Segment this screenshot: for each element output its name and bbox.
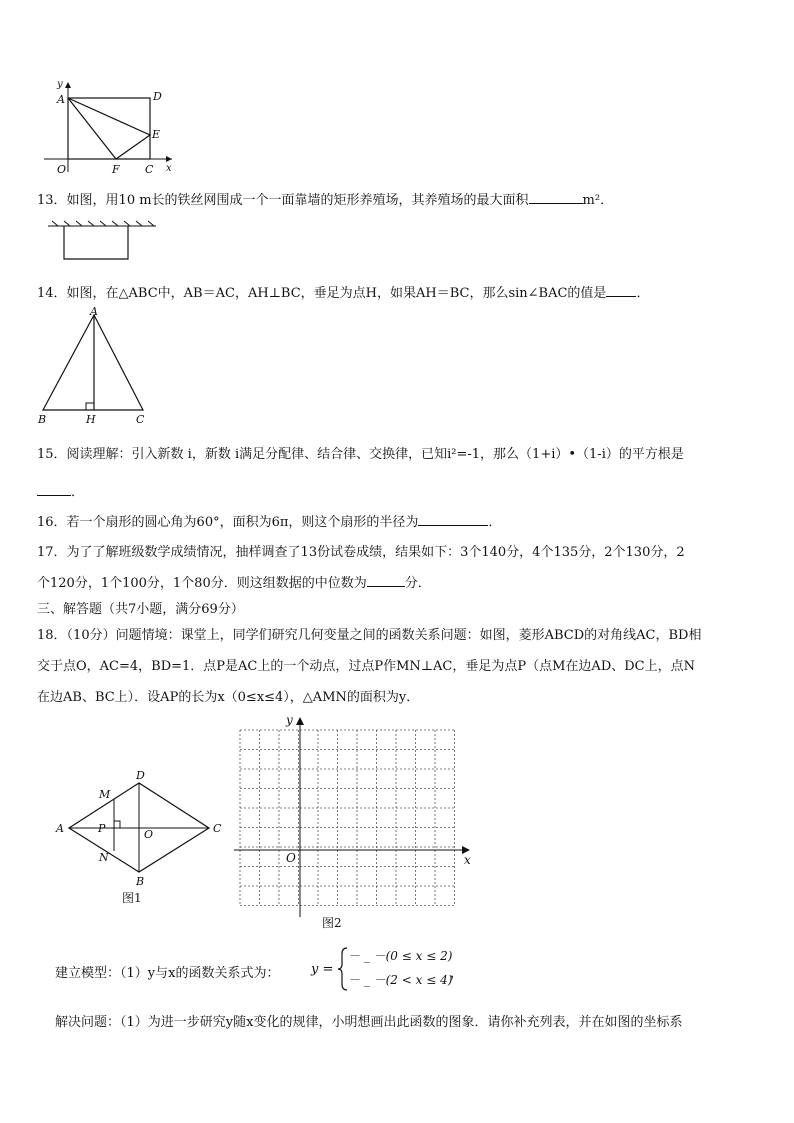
q18-line3: 在边AB、BC上）．设AP的长为x（0≤x≤4），△AMN的面积为y．	[37, 690, 420, 705]
question-16	[37, 511, 501, 530]
figure-1-caption: 图1	[122, 891, 142, 905]
label-O: O	[57, 163, 67, 176]
label-O: O	[144, 828, 154, 841]
label-P: P	[98, 822, 106, 835]
wall-hatching	[52, 221, 154, 226]
label-C: C	[145, 163, 154, 176]
q16-end: ．	[488, 515, 502, 530]
grid-figure-2	[230, 712, 480, 934]
model-comma	[450, 962, 463, 981]
figure-2-caption: 图2	[322, 916, 342, 930]
q14-text: 14．如图，在△ABC中，AB＝AC，AH⊥BC，垂足为点H，如果AH＝BC，那么sin∠BAC的值是	[37, 286, 607, 301]
question-18-line-2	[37, 655, 695, 674]
q13-text: 13．如图，用10 m长的铁丝网围成一个一面靠墙的矩形养殖场，其养殖场的最大面积	[37, 193, 529, 208]
label-C: C	[136, 413, 145, 426]
label-E: E	[152, 128, 161, 141]
question-17-line-2	[37, 572, 431, 591]
label-C: C	[213, 822, 222, 835]
piecewise-case-2	[348, 971, 452, 988]
triangle-ABC	[43, 315, 143, 410]
q13-answer-blank	[529, 191, 583, 204]
label-D: D	[136, 769, 145, 782]
q15-text: 15．阅读理解：引入新数 i，新数 i满足分配律、结合律、交换律，已知i²=-1，那么（1+i）•（1-i）的平方根是	[37, 447, 684, 462]
label-B: B	[136, 875, 145, 888]
q18-line2: 交于点O，AC=4，BD=1．点P是AC上的一个动点，过点P作MN⊥AC，垂足为点P（点M在边AD、DC上，点N	[37, 659, 695, 674]
q16-text: 16．若一个扇形的圆心角为60°，面积为6π，则这个扇形的半径为	[37, 515, 419, 530]
solve-line	[55, 1011, 682, 1030]
label-H: H	[86, 413, 96, 426]
fence-rectangle	[64, 226, 128, 259]
label-x: x	[464, 853, 471, 867]
question-18-line-3	[37, 686, 419, 705]
model-label-text: 建立模型：（1）y与x的函数关系式为：	[55, 966, 280, 981]
question-17-line-1	[37, 541, 685, 560]
q17-end: 分．	[404, 576, 431, 591]
wall-rectangle-figure	[46, 221, 158, 263]
label-N: N	[99, 851, 109, 864]
top-coordinate-figure	[40, 76, 180, 181]
q15-end: ．	[71, 485, 85, 500]
x-arrow-icon	[166, 156, 172, 162]
section-3-title: 三、解答题（共7小题，满分69分）	[37, 602, 244, 617]
triangle-AFE	[68, 98, 150, 159]
y-arrow-icon	[65, 82, 71, 88]
right-angle-mark	[114, 821, 120, 828]
triangle-ABC-figure	[36, 305, 154, 429]
label-F: F	[112, 163, 120, 176]
question-14	[37, 282, 649, 301]
model-label	[55, 962, 279, 981]
label-M: M	[99, 788, 111, 801]
label-y: y	[57, 79, 63, 90]
y-arrow-icon	[296, 717, 304, 725]
q15-answer-blank	[37, 483, 71, 496]
question-15	[37, 443, 684, 462]
q17-line1: 17．为了了解班级数学成绩情况，抽样调查了13份试卷成绩，结果如下：3个140分，4个135分，2个130分，2	[37, 545, 685, 560]
y-equals-text: y =	[311, 962, 334, 977]
q14-end: ．	[636, 286, 650, 301]
label-D: D	[153, 90, 162, 103]
question-15-blank-line	[37, 481, 84, 500]
label-A: A	[57, 93, 65, 106]
label-x: x	[166, 163, 172, 174]
q17-answer-blank	[367, 574, 405, 587]
right-angle-mark	[86, 403, 94, 410]
label-B: B	[38, 413, 47, 426]
rhombus-figure-1	[52, 765, 232, 907]
y-equals	[311, 962, 333, 977]
q13-unit: m²．	[582, 193, 614, 208]
comma-text: ，	[450, 966, 464, 981]
case-1-text: － _ －(0 ≤ x ≤ 2)	[348, 949, 453, 963]
label-y: y	[286, 713, 293, 727]
q18-line1: 18．（10分）问题情境：课堂上，同学们研究几何变量之间的函数关系问题：如图，菱形ABCD的对角线AC，BD相	[37, 628, 702, 643]
question-13	[37, 189, 613, 208]
label-O: O	[286, 851, 296, 865]
label-A: A	[90, 305, 98, 318]
solve-text: 解决问题：（1）为进一步研究y随x变化的规律，小明想画出此函数的图象．请你补充列表，并在如图的坐标系	[55, 1015, 683, 1030]
question-18-line-1	[37, 624, 701, 643]
q16-answer-blank	[418, 513, 488, 526]
section-3-heading	[37, 598, 244, 617]
case-2-text: － _ －(2 < x ≤ 4)	[348, 973, 453, 987]
q17-line2: 个120分，1个100分，1个80分．则这组数据的中位数为	[37, 576, 367, 591]
label-A: A	[56, 822, 64, 835]
coordinate-grid	[240, 730, 455, 906]
q14-answer-blank	[606, 284, 636, 297]
piecewise-case-1	[348, 947, 452, 964]
